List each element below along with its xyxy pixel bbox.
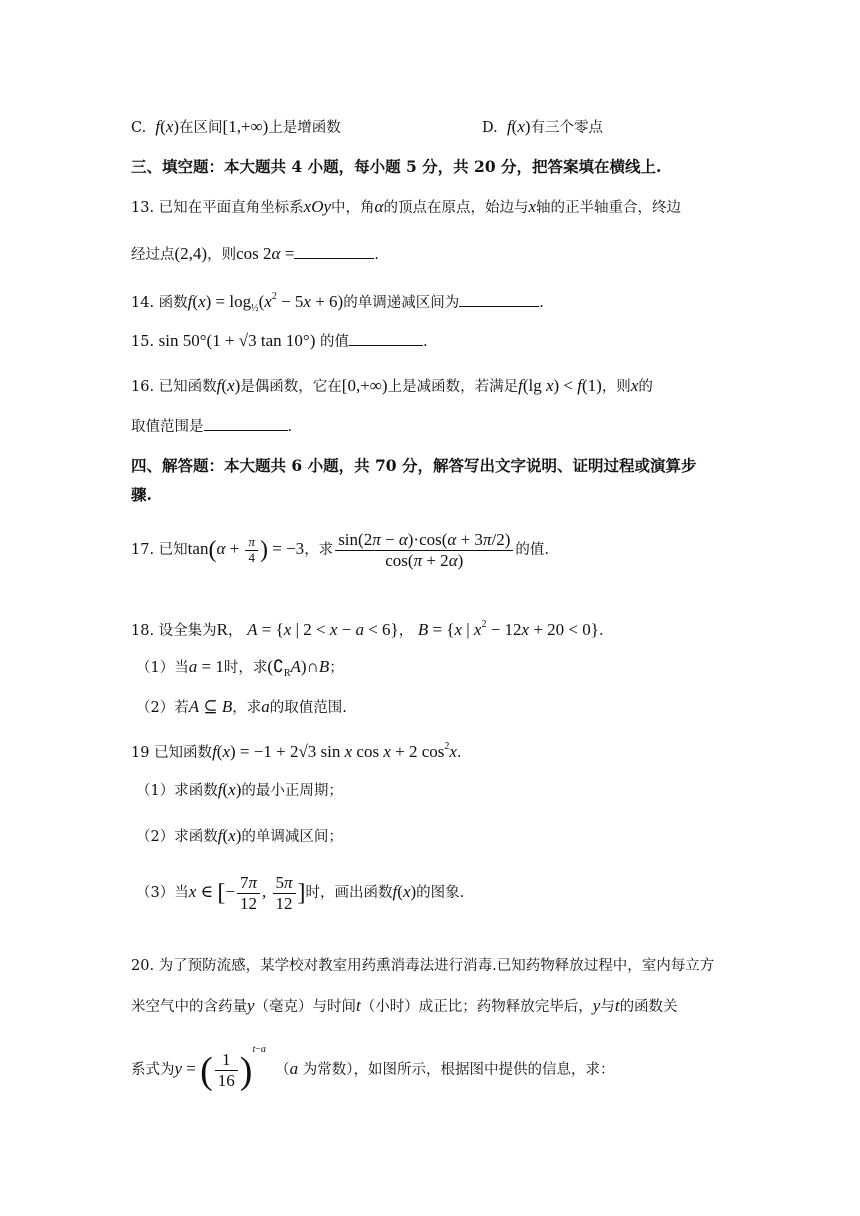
- question-19: 19 已知函数f(x) = −1 + 2√3 sin x cos x + 2 $\cos^2x$.: [131, 741, 462, 761]
- question-16-line2: 取值范围是 .: [131, 416, 292, 437]
- question-13-line1: 13. 已知在平面直角坐标系xOy中，角α的顶点在原点，始边与x轴的正半轴重合，终边: [131, 197, 682, 216]
- answer-blank: [349, 331, 423, 346]
- section-4-heading-cont: 骤.: [131, 485, 152, 504]
- question-18: 18. 设全集为R， A = {x | 2 < x − a < 6}， B = {x | $x^2 - 12x + 20 < 0$}.: [131, 619, 604, 639]
- answer-blank: [459, 292, 539, 307]
- option-d: D. f(x)有三个零点: [482, 117, 604, 136]
- question-16-line1: 16. 已知函数f(x)是偶函数，它在[0,+∞)上是减函数，若满足f(lg x) < f(1)，则x的: [131, 376, 653, 395]
- option-c: C. f(x)在区间[1,+∞)上是增函数: [131, 117, 341, 136]
- question-19-part3: （3）当x ∈ [− $\frac{7\pi}{12}$ , $\frac{5\pi}{12}$ ]时，画出函数f(x)的图象.: [136, 873, 465, 913]
- question-13-line2: 经过点(2,4)，则cos 2α = .: [131, 244, 379, 263]
- question-20-line1: 20. 为了预防流感，某学校对教室用药熏消毒法进行消毒.已知药物释放过程中，室内每立方: [131, 958, 715, 974]
- answer-blank: [204, 416, 288, 431]
- question-14: 14. 函数$f(x) = \log_{\frac{1}{2}}(x^2 - 5x + 6)$的单调递减区间为 .: [131, 291, 544, 314]
- question-19-part1: （1）求函数f(x)的最小正周期；: [136, 780, 343, 799]
- section-4-heading: 四、解答题：本大题共 6 小题，共 70 分，解答写出文字说明、证明过程或演算步: [131, 456, 697, 475]
- question-20-line2: 米空气中的含药量y（毫克）与时间t（小时）成正比；药物释放完毕后，y与t的函数关: [131, 996, 678, 1015]
- question-18-part2: （2）若A ⊆ B，求a的取值范围.: [136, 697, 347, 716]
- question-19-part2: （2）求函数f(x)的单调减区间；: [136, 826, 343, 845]
- question-20-line3: 系式为y = ( $\frac{1}{16}$ )$^{t-a}$ （a 为常数），如图所示，根据图中提供的信息，求：: [131, 1044, 615, 1092]
- question-18-part1: （1）当a = 1时，求$(∁_RA)\cap B$；: [136, 657, 344, 679]
- question-15: 15. sin 50°(1 + √3 tan 10°) 的值 .: [131, 331, 428, 350]
- question-17: 17. 已知tan(α + $\frac{\pi}{4}$ ) = −3，求 $\frac{\sin(2\pi - \alpha)\cdot\cos(\alpha + 3\pi/2)}{\cos(\pi + 2\alpha)}$ 的值.: [131, 529, 549, 570]
- answer-blank: [294, 244, 374, 259]
- section-3-heading: 三、填空题：本大题共 4 小题，每小题 5 分，共 20 分，把答案填在横线上.: [131, 157, 662, 176]
